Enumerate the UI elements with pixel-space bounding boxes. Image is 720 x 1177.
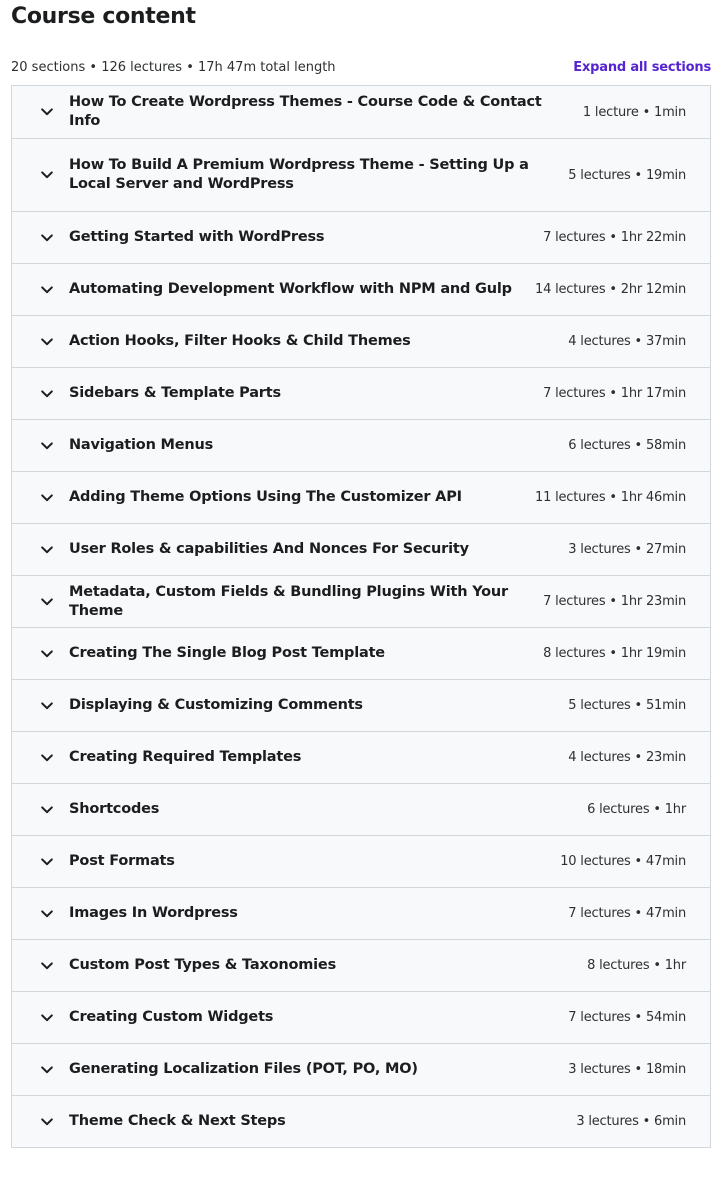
section-row[interactable] bbox=[12, 939, 710, 991]
section-title: Creating Custom Widgets bbox=[69, 1009, 274, 1025]
section-title: Getting Started with WordPress bbox=[69, 229, 325, 245]
chevron-down-icon[interactable] bbox=[40, 855, 54, 869]
section-title: Displaying & Customizing Comments bbox=[69, 697, 363, 713]
section-title: Images In Wordpress bbox=[69, 905, 238, 921]
section-title: Navigation Menus bbox=[69, 437, 214, 453]
section-row[interactable] bbox=[12, 86, 710, 138]
chevron-down-icon[interactable] bbox=[40, 168, 54, 182]
section-row[interactable] bbox=[12, 471, 710, 523]
section-row[interactable] bbox=[12, 211, 710, 263]
section-row[interactable] bbox=[12, 887, 710, 939]
section-row[interactable] bbox=[12, 575, 710, 627]
section-meta: 7 lectures • 1hr 17min bbox=[543, 386, 686, 401]
section-title: User Roles & capabilities And Nonces For Security bbox=[69, 541, 469, 557]
section-meta: 7 lectures • 47min bbox=[568, 906, 686, 921]
sections-list bbox=[11, 85, 711, 1148]
section-meta: 7 lectures • 54min bbox=[568, 1010, 686, 1025]
section-meta: 10 lectures • 47min bbox=[560, 854, 686, 869]
course-summary: 20 sections • 126 lectures • 17h 47m total length bbox=[11, 59, 336, 75]
section-row[interactable] bbox=[12, 627, 710, 679]
section-row[interactable] bbox=[12, 138, 710, 211]
section-meta: 4 lectures • 37min bbox=[568, 334, 686, 349]
chevron-down-icon[interactable] bbox=[40, 1115, 54, 1129]
section-meta: 6 lectures • 1hr bbox=[587, 802, 686, 817]
chevron-down-icon[interactable] bbox=[40, 647, 54, 661]
chevron-down-icon[interactable] bbox=[40, 699, 54, 713]
chevron-down-icon[interactable] bbox=[40, 907, 54, 921]
section-title: Sidebars & Template Parts bbox=[69, 385, 281, 401]
section-row[interactable] bbox=[12, 731, 710, 783]
section-meta: 3 lectures • 18min bbox=[568, 1062, 686, 1077]
section-row[interactable] bbox=[12, 1095, 710, 1147]
section-title: Adding Theme Options Using The Customizer API bbox=[69, 489, 462, 505]
chevron-down-icon[interactable] bbox=[40, 491, 54, 505]
chevron-down-icon[interactable] bbox=[40, 595, 54, 609]
section-title: Creating The Single Blog Post Template bbox=[69, 645, 385, 661]
section-row[interactable] bbox=[12, 1043, 710, 1095]
section-title: Theme Check & Next Steps bbox=[69, 1113, 286, 1129]
section-title: Metadata, Custom Fields & Bundling Plugins With Your Theme bbox=[69, 583, 509, 619]
section-title: Shortcodes bbox=[69, 801, 160, 817]
section-meta: 8 lectures • 1hr bbox=[587, 958, 686, 973]
chevron-down-icon[interactable] bbox=[40, 1063, 54, 1077]
section-title: Post Formats bbox=[69, 853, 175, 869]
chevron-down-icon[interactable] bbox=[40, 959, 54, 973]
chevron-down-icon[interactable] bbox=[40, 803, 54, 817]
chevron-down-icon[interactable] bbox=[40, 105, 54, 119]
section-title: How To Build A Premium Wordpress Theme - Setting Up a Local Server and WordPress bbox=[69, 157, 529, 192]
section-meta: 5 lectures • 51min bbox=[568, 698, 686, 713]
section-row[interactable] bbox=[12, 315, 710, 367]
chevron-down-icon[interactable] bbox=[40, 1011, 54, 1025]
section-row[interactable] bbox=[12, 991, 710, 1043]
section-row[interactable] bbox=[12, 523, 710, 575]
section-row[interactable] bbox=[12, 419, 710, 471]
chevron-down-icon[interactable] bbox=[40, 751, 54, 765]
section-row[interactable] bbox=[12, 835, 710, 887]
section-title: Action Hooks, Filter Hooks & Child Themes bbox=[69, 333, 411, 349]
section-meta: 11 lectures • 1hr 46min bbox=[535, 490, 686, 505]
section-row[interactable] bbox=[12, 679, 710, 731]
section-meta: 3 lectures • 27min bbox=[568, 542, 686, 557]
section-title: Creating Required Templates bbox=[69, 749, 302, 765]
expand-all-sections-button[interactable]: Expand all sections bbox=[573, 59, 711, 75]
section-row[interactable] bbox=[12, 263, 710, 315]
section-title: Custom Post Types & Taxonomies bbox=[69, 957, 337, 973]
chevron-down-icon[interactable] bbox=[40, 335, 54, 349]
chevron-down-icon[interactable] bbox=[40, 231, 54, 245]
section-meta: 5 lectures • 19min bbox=[568, 167, 686, 183]
section-row[interactable] bbox=[12, 783, 710, 835]
summary-row bbox=[11, 58, 711, 76]
section-meta: 8 lectures • 1hr 19min bbox=[543, 646, 686, 661]
section-title: Generating Localization Files (POT, PO, MO) bbox=[69, 1061, 418, 1077]
chevron-down-icon[interactable] bbox=[40, 283, 54, 297]
section-meta: 7 lectures • 1hr 22min bbox=[543, 230, 686, 245]
section-title: How To Create Wordpress Themes - Course Code & Contact Info bbox=[69, 94, 542, 129]
section-meta: 6 lectures • 58min bbox=[568, 438, 686, 453]
section-title: Automating Development Workflow with NPM and Gulp bbox=[69, 281, 512, 297]
chevron-down-icon[interactable] bbox=[40, 439, 54, 453]
page-title: Course content bbox=[11, 4, 196, 29]
section-meta: 14 lectures • 2hr 12min bbox=[535, 282, 686, 297]
chevron-down-icon[interactable] bbox=[40, 543, 54, 557]
section-row[interactable] bbox=[12, 367, 710, 419]
chevron-down-icon[interactable] bbox=[40, 387, 54, 401]
section-meta: 4 lectures • 23min bbox=[568, 750, 686, 765]
section-meta: 1 lecture • 1min bbox=[582, 104, 686, 120]
section-meta: 7 lectures • 1hr 23min bbox=[543, 594, 686, 609]
section-meta: 3 lectures • 6min bbox=[576, 1114, 686, 1129]
